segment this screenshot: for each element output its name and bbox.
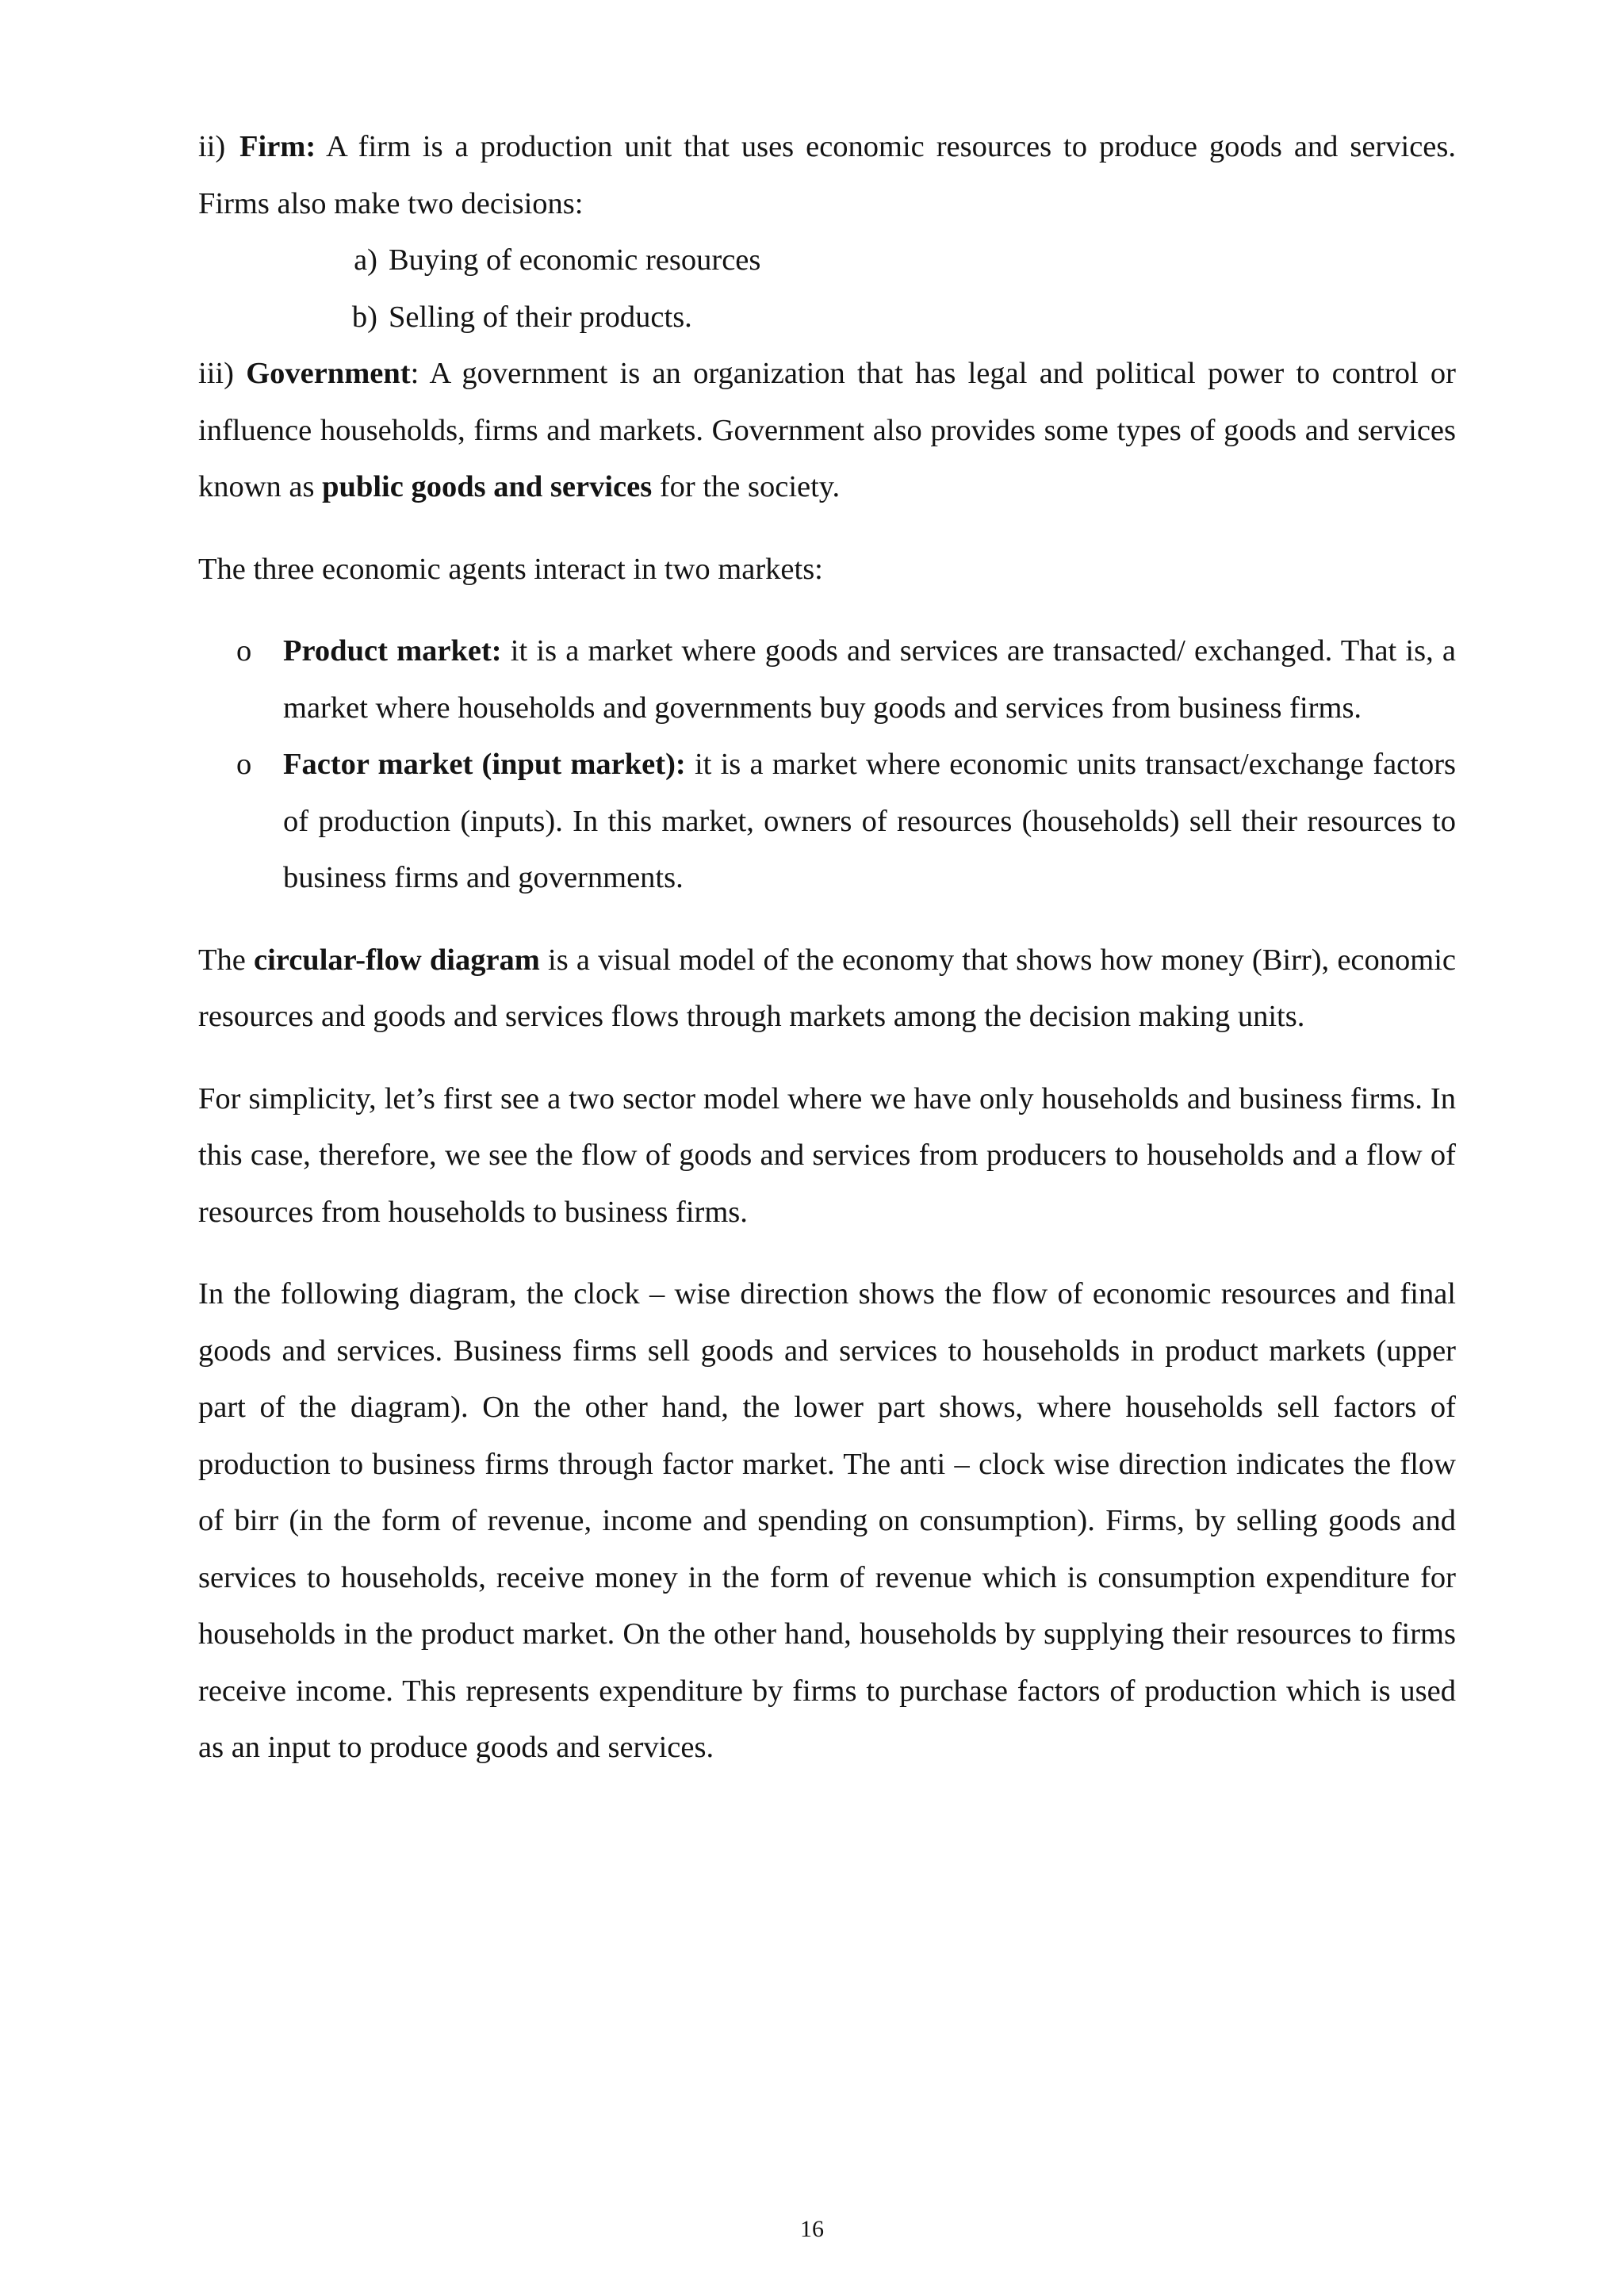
government-definition [198,346,1456,516]
page-content [198,119,1456,1777]
government-term: Government [246,357,411,390]
product-market-description: it is a market where goods and services are transacted/ exchanged. That is, a market where households and governments buy goods and services from business firms. [283,634,1456,725]
government-text-after: for the society. [652,470,841,503]
factor-market-description: it is a market where economic units transact/exchange factors of production (inputs). In this market, owners of resources (households) sell their resources to business firms and governments. [283,748,1456,894]
firm-number: ii) [198,130,226,163]
product-market-text [283,623,1456,737]
firm-text: A firm is a production unit that uses economic resources to produce goods and services. Firms also make two decisions: [198,130,1456,220]
government-bold-phrase: public goods and services [322,470,653,503]
circular-flow-after: is a visual model of the economy that shows how money (Birr), economic resources and goods and services flows through markets among the decision making units. [198,943,1456,1033]
page-number: 16 [800,2216,824,2242]
circular-flow-paragraph [198,932,1456,1046]
list-marker: a) [354,243,377,277]
bullet-marker: o [236,748,252,781]
government-number: iii) [198,357,234,390]
list-item [198,737,1456,907]
markets-list [198,623,1456,907]
firm-definition [198,119,1456,232]
circular-flow-term: circular-flow diagram [254,943,540,977]
list-item [198,623,1456,737]
two-sector-paragraph: For simplicity, let’s first see a two sector model where we have only households and business firms. In this case, therefore, we see the flow of goods and services from producers to households and a flow of resources from households to business firms. [198,1081,1456,1229]
markets-intro: The three economic agents interact in two markets: [198,552,823,586]
product-market-term: Product market: [283,634,502,668]
diagram-explanation-paragraph: In the following diagram, the clock – wise direction shows the flow of economic resources and final goods and services. Business firms sell goods and services to households in product markets (upper part of the diagram). On the other hand, the lower part shows, where households sell factors of production to business firms through factor market. The anti – clock wise direction indicates the flow of birr (in the form of revenue, income and spending on consumption). Firms, by selling goods and services to households, receive money in the form of revenue which is consumption expenditure for households in the product market. On the other hand, households by supplying their resources to firms receive income. This represents expenditure by firms to purchase factors of production which is used as an input to produce goods and services. [198,1277,1456,1764]
list-item-text: Buying of economic resources [389,243,761,277]
factor-market-text [283,737,1456,907]
circular-flow-before: The [198,943,255,977]
government-text-before: : A government is an organization that has legal and political power to control or influence households, firms and markets. Government also provides some types of goods and services known as [198,357,1457,503]
factor-market-term: Factor market (input market): [283,748,686,781]
list-item [198,232,1456,289]
bullet-marker: o [236,634,252,668]
firm-term: Firm: [239,130,316,163]
list-marker: b) [351,300,377,334]
firm-decisions-list [198,232,1456,346]
list-item [198,289,1456,346]
list-item-text: Selling of their products. [389,300,692,334]
